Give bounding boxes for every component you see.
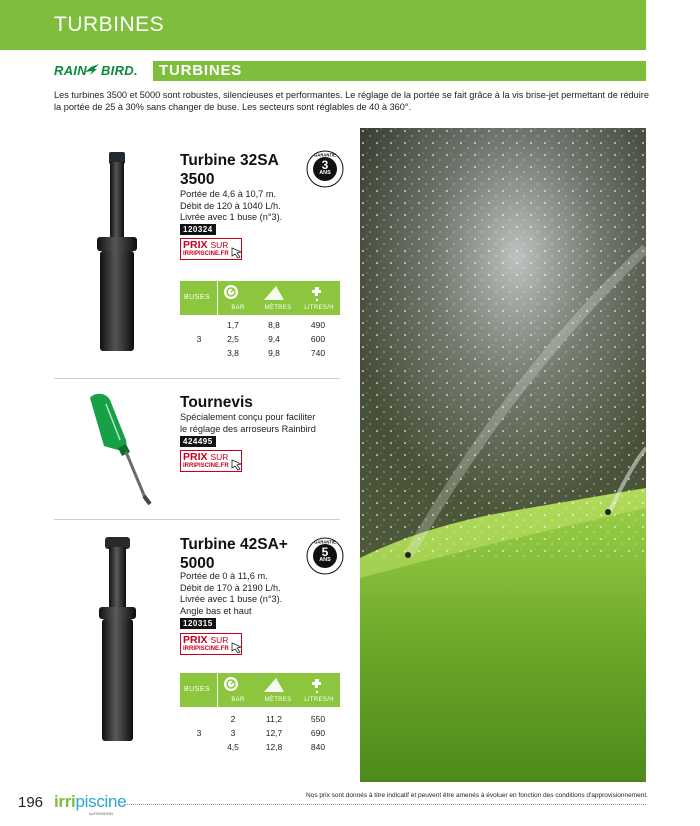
bird-icon [84, 63, 100, 77]
turbine-32sa-image [92, 150, 142, 355]
range-spray-icon [262, 284, 286, 302]
cursor-icon [231, 642, 243, 654]
pressure-gauge-icon [223, 676, 239, 692]
price-link[interactable]: PRIX SUR IRRIPISCINE.FR [180, 450, 242, 472]
product-desc-turbine-42sa: Portée de 0 à 11,6 m. Débit de 170 à 2190 L/h. Livrée avec 1 buse (n°3). Angle bas et haut [180, 571, 283, 616]
spec-table-turbine-42sa: BAR MÈTRES LITRES/H BUSES 2 11,2 550 3 12,7 690 4,5 12,8 840 3 [180, 673, 340, 757]
footer-divider [124, 804, 646, 805]
faucet-icon [309, 284, 327, 302]
price-disclaimer: Nos prix sont donnés à titre indicatif et peuvent être amenés à évoluer en fonction des conditions d'approvisionnement. [270, 792, 648, 799]
intro-text: Les turbines 3500 et 5000 sont robustes, silencieuses et performantes. Le réglage de la portée se fait grâce à la vis brise-jet permettant de réduire la portée de 25 à 30% sans changer de buse. Les secteurs sont réglables de 40 à 360°. [54, 90, 649, 112]
cursor-icon [231, 247, 243, 259]
table-row: 4,5 12,8 840 [227, 742, 326, 752]
divider [54, 378, 340, 379]
turbine-42sa-image [95, 535, 140, 745]
table-row: 3 12,7 690 [230, 728, 326, 738]
svg-text:GARANTIE: GARANTIE [314, 152, 336, 158]
table-row: 2 11,2 550 [230, 714, 326, 724]
brand-name: RAIN BIRD. [54, 63, 138, 78]
page-header-banner [0, 0, 646, 50]
irripiscine-logo: irripiscine by IRRIJARDIN [54, 792, 127, 816]
warranty-badge: GARANTIE 5 ANS [306, 537, 344, 575]
svg-text:GARANTIE: GARANTIE [314, 539, 336, 545]
ref-badge: 120324 [180, 224, 216, 235]
table-row: 2,5 9,4 600 [227, 334, 326, 344]
divider [54, 519, 340, 520]
page-title: TURBINES [54, 13, 165, 36]
product-desc-tournevis: Spécialement conçu pour faciliter le réglage des arroseurs Rainbird [180, 412, 316, 434]
product-name-turbine-32sa: Turbine 32SA 3500 [180, 152, 279, 188]
screwdriver-image [80, 390, 160, 510]
sprinkler-lawn-photo [360, 128, 646, 782]
section-label: TURBINES [159, 62, 243, 79]
range-spray-icon [262, 676, 286, 694]
product-name-tournevis: Tournevis [180, 394, 253, 411]
faucet-icon [309, 676, 327, 694]
ref-badge: 424495 [180, 436, 216, 447]
warranty-badge: GARANTIE 3 ANS [306, 150, 344, 188]
page-number: 196 [18, 794, 44, 811]
spec-table-turbine-32sa: BAR MÈTRES LITRES/H BUSES 1,7 8,8 490 2,5 9,4 600 3,8 9,8 740 3 [180, 281, 340, 365]
cursor-icon [231, 459, 243, 471]
section-bar [153, 61, 646, 81]
price-link[interactable]: PRIX SUR IRRIPISCINE.FR [180, 238, 242, 260]
ref-badge: 120315 [180, 618, 216, 629]
pressure-gauge-icon [223, 284, 239, 300]
lawn-spray-illustration [360, 128, 646, 782]
product-desc-turbine-32sa: Portée de 4,6 à 10,7 m. Débit de 120 à 1040 L/h. Livrée avec 1 buse (n°3). [180, 189, 283, 222]
rainbird-logo [54, 61, 144, 81]
product-name-turbine-42sa: Turbine 42SA+ 5000 [180, 536, 288, 572]
price-link[interactable]: PRIX SUR IRRIPISCINE.FR [180, 633, 242, 655]
table-row: 3,8 9,8 740 [227, 348, 326, 358]
table-row: 1,7 8,8 490 [227, 320, 326, 330]
